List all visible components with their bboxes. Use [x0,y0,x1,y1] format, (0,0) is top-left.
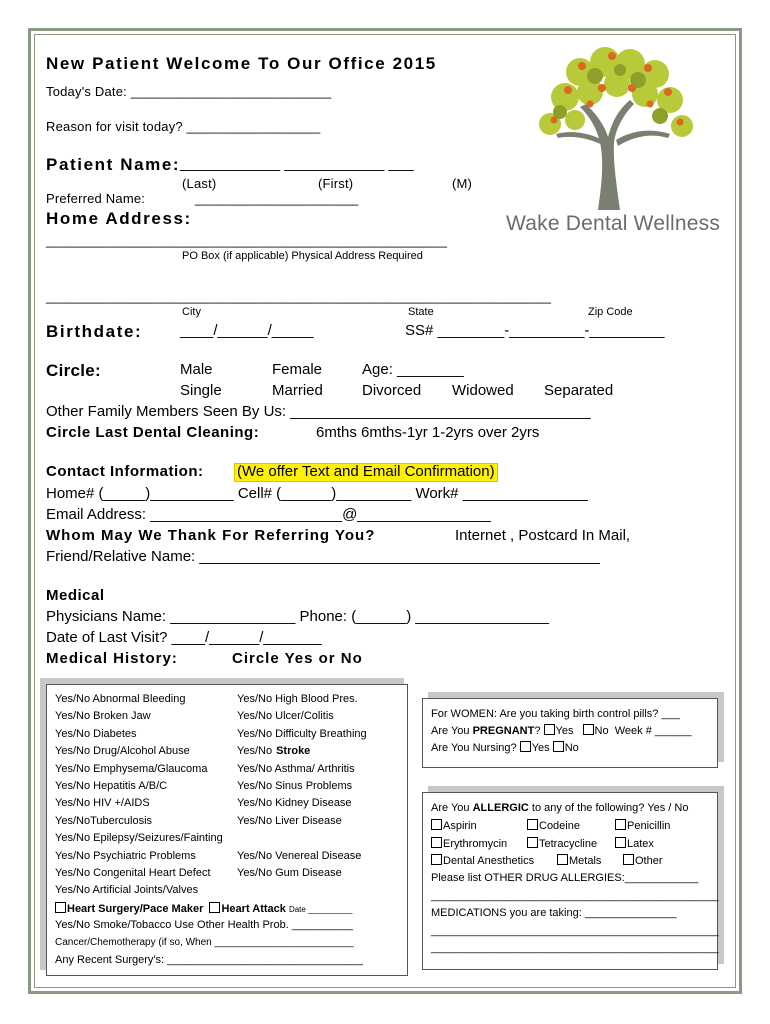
middle-initial-caption: (M) [452,176,473,191]
dental-anesthetics-checkbox[interactable] [431,854,442,865]
referral-options[interactable]: Internet , Postcard In Mail, [455,527,631,544]
medical-heading: Medical [46,587,105,604]
history-item[interactable]: Yes/No Gum Disease [237,867,342,879]
contact-note: (We offer Text and Email Confirmation) [234,463,498,482]
contact-info-label: Contact Information: [46,463,204,480]
allergy-latex: Latex [615,837,654,850]
option-single[interactable]: Single [180,382,222,399]
history-item[interactable]: Yes/No Psychiatric Problems [55,849,196,862]
codeine-checkbox[interactable] [527,819,538,830]
medications-line-2[interactable]: _______________________________________________ [431,942,719,954]
history-item[interactable]: Yes/No Emphysema/Glaucoma [55,762,208,775]
heart-attack-label: Heart Attack [221,902,286,915]
history-item[interactable]: Yes/No Broken Jaw [55,710,151,723]
circle-yes-no: Circle Yes or No [232,650,363,667]
history-item[interactable]: Yes/No Difficulty Breathing [237,727,367,740]
last-visit-field[interactable]: Date of Last Visit? ____/______/_______ [46,629,322,646]
history-item[interactable]: Yes/No Liver Disease [237,814,342,827]
allergy-erythromycin: Erythromycin [431,837,507,850]
cancer-field[interactable]: Cancer/Chemotherapy (if so, When _________________________ [55,936,354,948]
option-married[interactable]: Married [272,382,323,399]
history-item[interactable]: Yes/No Congenital Heart Defect [55,867,211,879]
zip-caption: Zip Code [588,306,633,318]
state-caption: State [408,306,434,318]
nursing-yes-checkbox[interactable] [520,741,531,752]
history-item[interactable]: Yes/No Asthma/ Arthritis [237,762,355,775]
allergy-box [422,792,718,970]
option-male[interactable]: Male [180,361,213,378]
allergy-metals: Metals [557,854,601,867]
friend-relative-field[interactable]: Friend/Relative Name: ________________________________________________ [46,548,600,565]
history-item[interactable]: Yes/No Venereal Disease [237,849,362,862]
history-item[interactable]: Yes/No Hepatitis A/B/C [55,780,168,792]
penicillin-checkbox[interactable] [615,819,626,830]
other-checkbox[interactable] [623,854,634,865]
heart-surgery-row [55,902,353,915]
address-line-1[interactable]: ______________________________________________________ [46,233,448,248]
history-item[interactable]: Yes/NoTuberculosis [55,814,153,827]
allergy-other: Other [623,854,663,867]
home-address-label: Home Address: [46,209,192,228]
birthdate-label: Birthdate: [46,322,143,341]
pregnant-no-checkbox[interactable] [583,724,594,735]
todays-date-field[interactable]: Today's Date: ___________________________ [46,84,332,99]
email-field[interactable]: Email Address: _______________________@________________ [46,506,491,523]
history-item[interactable]: Yes/No Epilepsy/Seizures/Fainting [55,832,223,845]
dental-cleaning-label: Circle Last Dental Cleaning: [46,424,260,441]
history-item[interactable]: Yes/No Drug/Alcohol Abuse [55,745,190,758]
birthdate-field[interactable]: ____/______/_____ [180,322,314,339]
allergy-row-1: Aspirin [431,819,477,832]
history-item[interactable]: Yes/No Abnormal Bleeding [55,693,186,705]
address-caption: PO Box (if applicable) Physical Address Required [182,250,423,262]
tetracycline-checkbox[interactable] [527,837,538,848]
tree-logo [520,42,710,212]
circle-label: Circle: [46,361,102,380]
address-line-2[interactable]: ____________________________________________________________________ [46,289,552,304]
preferred-name-label: Preferred Name: [46,191,146,206]
history-item[interactable]: Yes/No Artificial Joints/Valves [55,884,199,897]
phone-fields[interactable]: Home# (_____)__________ Cell# (______)_________ Work# _______________ [46,485,588,502]
smoke-field[interactable]: Yes/No Smoke/Tobacco Use Other Health Prob. __________ [55,919,353,932]
nursing-no-checkbox[interactable] [553,741,564,752]
nursing-question[interactable]: Are You Nursing? Yes No [431,742,579,754]
physician-field[interactable]: Physicians Name: _______________ Phone: (______) ________________ [46,608,549,625]
heart-attack-date-field[interactable]: Date __________ [288,904,353,914]
history-item[interactable]: Yes/No Diabetes [55,727,137,740]
aspirin-checkbox[interactable] [431,819,442,830]
history-item[interactable]: Yes/No Kidney Disease [237,797,352,810]
last-name-caption: (Last) [182,176,217,191]
allergic-question[interactable]: Are You ALLERGIC to any of the following? Yes / No [431,802,689,814]
women-box [422,698,718,768]
ssn-field[interactable]: SS# ________-_________-_________ [405,322,665,339]
heart-attack-checkbox[interactable] [209,902,220,913]
reason-field[interactable]: Reason for visit today? __________________ [46,119,321,134]
drug-allergies-field[interactable]: Please list OTHER DRUG ALLERGIES:____________ [431,872,699,884]
history-item[interactable]: Yes/No HIV +/AIDS [55,797,150,810]
option-separated[interactable]: Separated [544,382,614,399]
history-item[interactable]: Yes/No Sinus Problems [237,780,353,792]
stroke-label: Stroke [276,745,311,758]
pregnant-question[interactable]: Are You PREGNANT? Yes No Week # ______ [431,725,692,737]
allergy-dental: Dental Anesthetics [431,854,534,867]
heart-surgery-checkbox[interactable] [55,902,66,913]
metals-checkbox[interactable] [557,854,568,865]
city-caption: City [182,306,201,318]
patient-name-field[interactable]: ____________ ____________ ___ [180,155,414,172]
birth-control-question[interactable]: For WOMEN: Are you taking birth control pills? ___ [431,708,680,720]
erythromycin-checkbox[interactable] [431,837,442,848]
option-female[interactable]: Female [272,361,323,378]
medical-history-label: Medical History: [46,650,178,667]
history-item[interactable]: Yes/No High Blood Pres. [237,693,358,705]
medications-line-1[interactable]: _______________________________________________ [431,925,719,937]
drug-allergies-line[interactable]: _______________________________________________ [431,890,719,902]
preferred-name-field[interactable]: ______________________ [195,191,359,206]
form-title: New Patient Welcome To Our Office 2015 [46,54,437,73]
medications-field[interactable]: MEDICATIONS you are taking: _______________ [431,907,677,919]
pregnant-yes-checkbox[interactable] [544,724,555,735]
history-item[interactable]: Yes/No Ulcer/Colitis [237,710,334,723]
patient-name-label: Patient Name: [46,155,181,174]
heart-surgery-label: Heart Surgery/Pace Maker [67,902,204,915]
history-box [46,684,408,976]
allergy-tetracycline: Tetracycline [527,837,597,850]
logo-text: Wake Dental Wellness [506,212,721,235]
age-field[interactable]: Age: ________ [362,361,464,378]
allergy-penicillin: Penicillin [615,819,670,832]
option-widowed[interactable]: Widowed [452,382,514,399]
option-divorced[interactable]: Divorced [362,382,422,399]
dental-cleaning-options[interactable]: 6mths 6mths-1yr 1-2yrs over 2yrs [316,424,540,441]
history-item[interactable]: Yes/No Stroke [237,745,311,758]
first-name-caption: (First) [318,176,354,191]
referral-label: Whom May We Thank For Referring You? [46,527,376,544]
allergy-codeine: Codeine [527,819,580,832]
latex-checkbox[interactable] [615,837,626,848]
other-family-field[interactable]: Other Family Members Seen By Us: ____________________________________ [46,403,591,420]
recent-surgery-field[interactable]: Any Recent Surgery's: ________________________________ [55,954,363,966]
